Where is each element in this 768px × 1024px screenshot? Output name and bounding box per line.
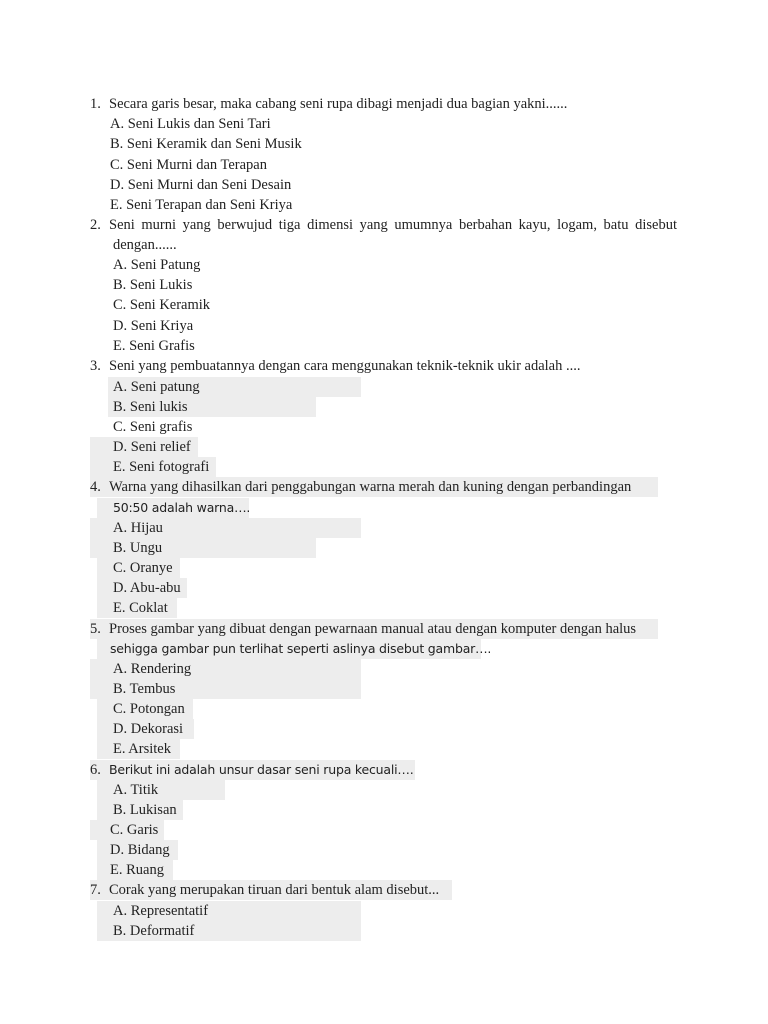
question-number: 2. [90, 217, 101, 233]
answer-option: E. Arsitek [113, 741, 171, 757]
question-number: 6. [90, 762, 101, 778]
answer-option: C. Seni Keramik [113, 297, 211, 313]
answer-option: C. Oranye [113, 560, 173, 576]
question-number: 1. [90, 96, 101, 112]
question-text: Seni yang pembuatannya dengan cara menggunakan teknik-teknik ukir adalah .... [109, 358, 581, 374]
question-text: Berikut ini adalah unsur dasar seni rupa kecuali…. [109, 762, 414, 777]
answer-option: A. Seni Patung [113, 257, 201, 273]
answer-option: A. Rendering [113, 661, 192, 677]
answer-option: B. Deformatif [113, 923, 195, 939]
answer-option: B. Ungu [113, 540, 163, 556]
answer-option: D. Bidang [110, 842, 170, 858]
answer-option: D. Seni Murni dan Seni Desain [110, 177, 292, 193]
question-text: Seni murni yang berwujud tiga dimensi yang umumnya berbahan kayu, logam, batu disebut [109, 217, 677, 233]
question-text-continued: dengan...... [113, 237, 177, 253]
answer-option: A. Titik [113, 782, 159, 798]
answer-option: D. Seni relief [113, 439, 191, 455]
question-text: Warna yang dihasilkan dari penggabungan warna merah dan kuning dengan perbandingan [109, 479, 632, 495]
question-text: Corak yang merupakan tiruan dari bentuk alam disebut... [109, 882, 440, 898]
question-number: 7. [90, 882, 101, 898]
answer-option: E. Seni fotografi [113, 459, 210, 475]
answer-option: B. Lukisan [113, 802, 177, 818]
question-text: Proses gambar yang dibuat dengan pewarnaan manual atau dengan komputer dengan halus [109, 621, 637, 637]
answer-option: C. Seni grafis [113, 419, 193, 435]
question-number: 5. [90, 621, 101, 637]
answer-option: A. Seni patung [113, 379, 200, 395]
answer-option: D. Abu-abu [113, 580, 181, 596]
answer-option: E. Seni Terapan dan Seni Kriya [110, 197, 293, 213]
answer-option: A. Seni Lukis dan Seni Tari [110, 116, 271, 132]
question-text-continued: 50:50 adalah warna…. [113, 500, 251, 515]
question-number: 3. [90, 358, 101, 374]
answer-option: D. Seni Kriya [113, 318, 194, 334]
answer-option: B. Seni Lukis [113, 277, 193, 293]
answer-option: E. Ruang [110, 862, 164, 878]
answer-option: E. Coklat [113, 600, 168, 616]
answer-option: A. Representatif [113, 903, 209, 919]
answer-option: E. Seni Grafis [113, 338, 195, 354]
question-text: Secara garis besar, maka cabang seni rupa dibagi menjadi dua bagian yakni...... [109, 96, 568, 112]
answer-option: B. Seni lukis [113, 399, 188, 415]
answer-option: B. Seni Keramik dan Seni Musik [110, 136, 302, 152]
answer-option: D. Dekorasi [113, 721, 184, 737]
question-text-continued: sehigga gambar pun terlihat seperti aslinya disebut gambar…. [110, 641, 492, 656]
answer-option: C. Garis [110, 822, 159, 838]
answer-option: C. Potongan [113, 701, 185, 717]
answer-option: B. Tembus [113, 681, 176, 697]
answer-option: C. Seni Murni dan Terapan [110, 157, 267, 173]
question-number: 4. [90, 479, 101, 495]
answer-option: A. Hijau [113, 520, 163, 536]
